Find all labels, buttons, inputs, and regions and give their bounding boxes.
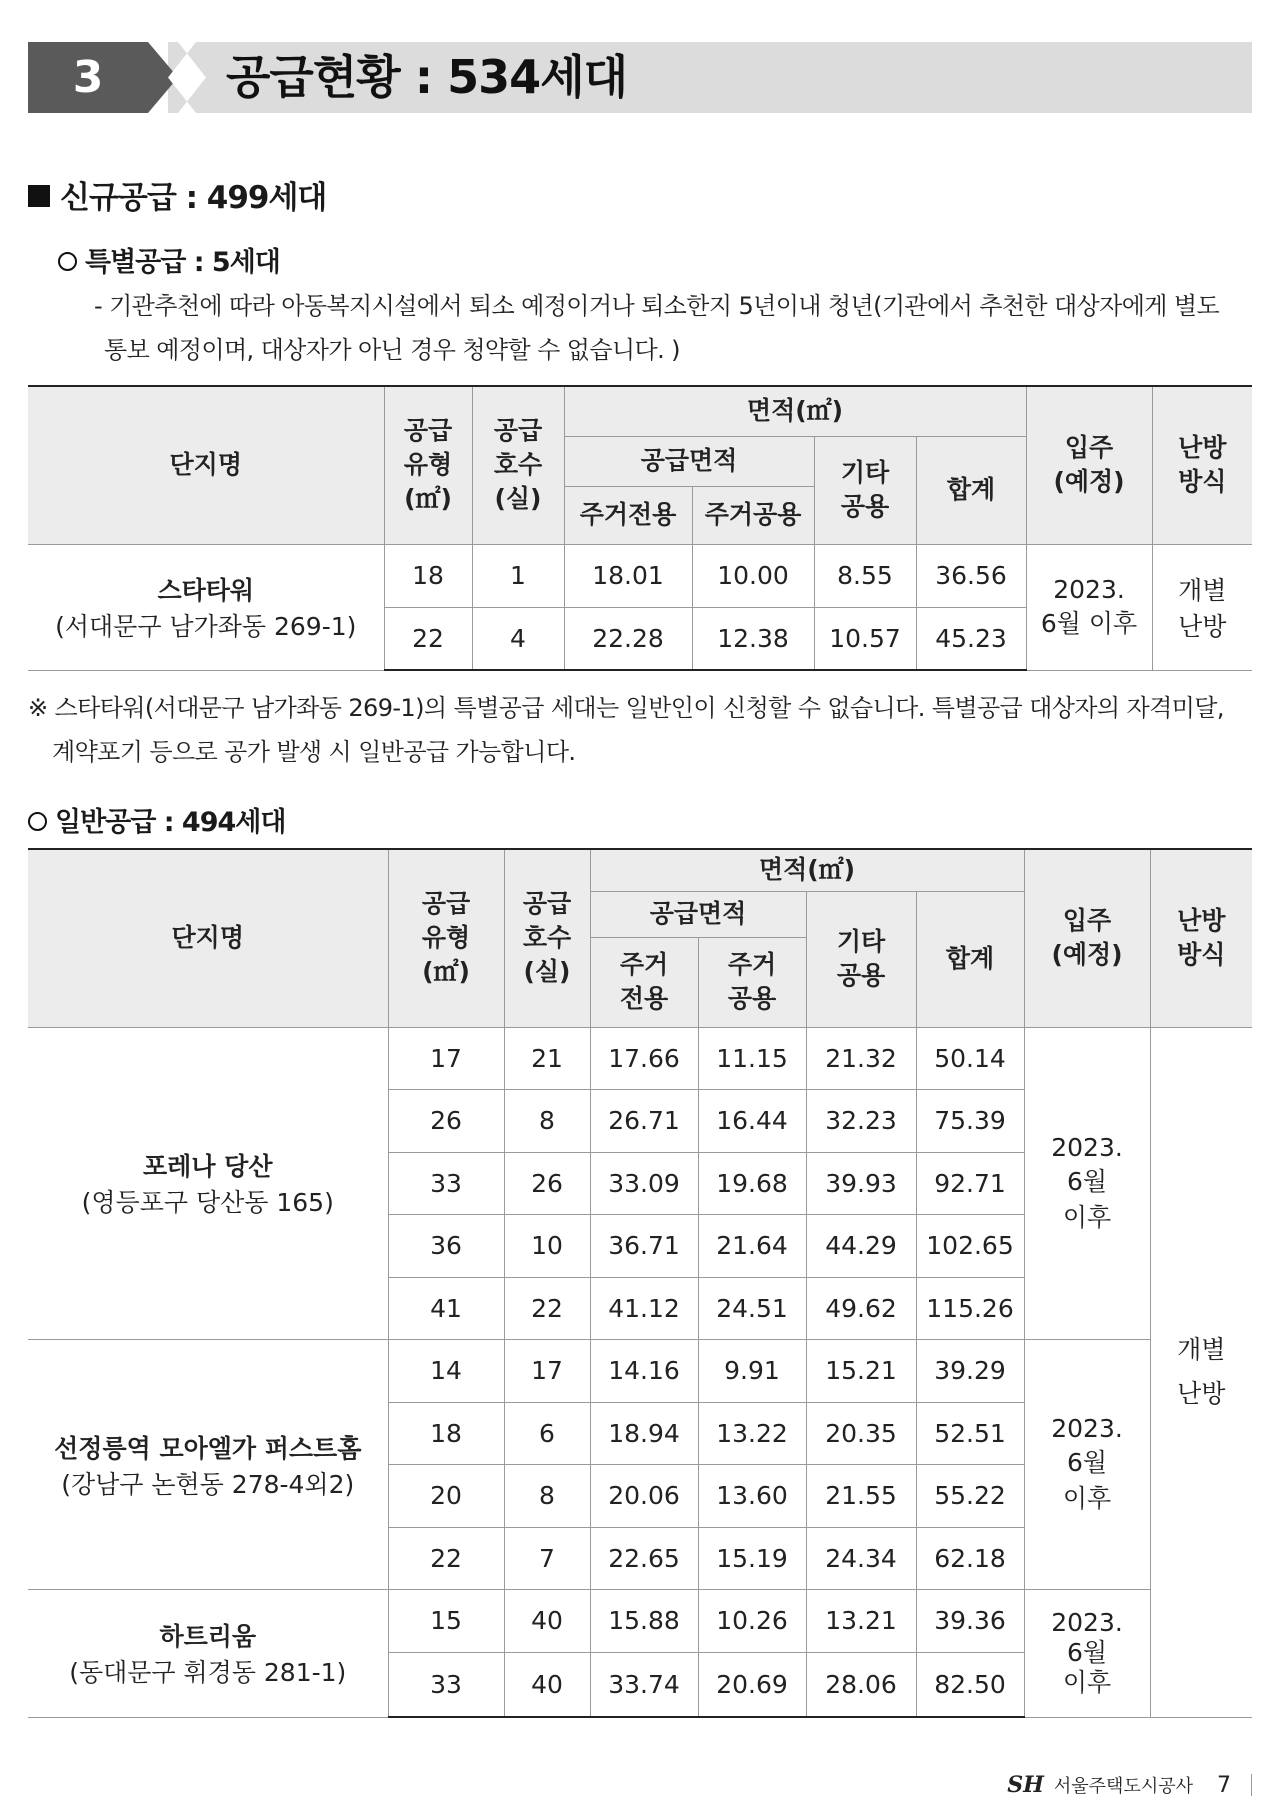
heating-cell: 개별 난방	[1152, 544, 1252, 670]
header-type: 공급 유형 (㎡)	[388, 849, 504, 1027]
movein-cell: 2023. 6월 이후	[1024, 1340, 1150, 1590]
section-number: 3	[72, 52, 104, 103]
table-row: 20 8 20.06 13.60 21.55 55.22	[28, 1465, 1252, 1528]
header-supply-area: 공급면적	[564, 436, 814, 486]
section-header	[28, 42, 1252, 113]
table-row: 36 10 36.71 21.64 44.29 102.65	[28, 1215, 1252, 1278]
table-row: 22 7 22.65 15.19 24.34 62.18	[28, 1527, 1252, 1590]
header-total: 합계	[916, 891, 1024, 1027]
complex-cell: 하트리움 (동대문구 휘경동 281-1)	[28, 1590, 388, 1718]
special-note-line2: 계약포기 등으로 공가 발생 시 일반공급 가능합니다.	[52, 738, 576, 766]
header-other-common: 기타 공용	[814, 436, 916, 544]
special-desc-line2: 통보 예정이며, 대상자가 아닌 경우 청약할 수 없습니다. )	[104, 336, 680, 364]
page-footer	[1007, 1772, 1252, 1798]
header-movein: 입주 (예정)	[1024, 849, 1150, 1027]
circle-bullet-icon	[28, 812, 47, 831]
general-supply-title: 일반공급 : 494세대	[28, 800, 285, 839]
movein-cell: 2023. 6월 이후	[1024, 1027, 1150, 1340]
org-name: 서울주택도시공사	[1053, 1776, 1193, 1797]
movein-cell: 2023. 6월 이후	[1026, 544, 1152, 670]
header-area: 면적(㎡)	[564, 386, 1026, 436]
special-supply-table	[28, 385, 1252, 671]
table-row: 26 8 26.71 16.44 32.23 75.39	[28, 1090, 1252, 1153]
special-desc-line1: - 기관추천에 따라 아동복지시설에서 퇴소 예정이거나 퇴소한지 5년이내 청년(기관에서 추천한 대상자에게 별도	[94, 292, 1220, 320]
header-exclusive: 주거전용	[564, 486, 692, 544]
table-row: 선정릉역 모아엘가 퍼스트홈 (강남구 논현동 278-4외2) 14 17 14.16 9.91 15.21 39.29 2023. 6월 이후	[28, 1340, 1252, 1403]
special-supply-title: 특별공급 : 5세대	[58, 240, 280, 279]
table-row: 스타타워 (서대문구 남가좌동 269-1) 18 1 18.01 10.00 8.55 36.56 2023. 6월 이후 개별 난방	[28, 544, 1252, 607]
heating-cell: 개별 난방	[1150, 1027, 1252, 1717]
circle-bullet-icon	[58, 252, 77, 271]
table-row: 18 6 18.94 13.22 20.35 52.51	[28, 1402, 1252, 1465]
special-note-line1: ※ 스타타워(서대문구 남가좌동 269-1)의 특별공급 세대는 일반인이 신청할 수 없습니다. 특별공급 대상자의 자격미달,	[28, 694, 1224, 722]
section-title: 신규공급 : 499세대	[28, 172, 326, 217]
header-supply-area: 공급면적	[590, 891, 806, 937]
header-other-common: 기타 공용	[806, 891, 916, 1027]
header-heating: 난방 방식	[1152, 386, 1252, 544]
complex-cell: 포레나 당산 (영등포구 당산동 165)	[28, 1027, 388, 1340]
complex-cell: 스타타워 (서대문구 남가좌동 269-1)	[28, 544, 384, 670]
header-common: 주거공용	[692, 486, 814, 544]
header-exclusive: 주거 전용	[590, 937, 698, 1027]
table-row: 포레나 당산 (영등포구 당산동 165) 17 21 17.66 11.15 21.32 50.14 2023. 6월 이후 개별 난방	[28, 1027, 1252, 1090]
table-row: 33 26 33.09 19.68 39.93 92.71	[28, 1152, 1252, 1215]
footer-divider	[1251, 1774, 1252, 1796]
page-title: 공급현황 : 534세대	[226, 50, 628, 104]
header-heating: 난방 방식	[1150, 849, 1252, 1027]
page-number: 7	[1217, 1772, 1231, 1798]
header-type: 공급 유형 (㎡)	[384, 386, 472, 544]
header-movein: 입주 (예정)	[1026, 386, 1152, 544]
header-units: 공급 호수 (실)	[504, 849, 590, 1027]
movein-cell: 2023. 6월 이후	[1024, 1590, 1150, 1718]
sh-logo: SH	[1007, 1772, 1044, 1798]
table-row: 22 4 22.28 12.38 10.57 45.23	[28, 607, 1252, 670]
table-row: 41 22 41.12 24.51 49.62 115.26	[28, 1277, 1252, 1340]
header-common: 주거 공용	[698, 937, 806, 1027]
table-row: 33 40 33.74 20.69 28.06 82.50	[28, 1652, 1252, 1717]
header-area: 면적(㎡)	[590, 849, 1024, 891]
header-total: 합계	[916, 436, 1026, 544]
header-complex: 단지명	[28, 849, 388, 1027]
square-bullet-icon	[28, 185, 50, 207]
header-units: 공급 호수 (실)	[472, 386, 564, 544]
table-row: 하트리움 (동대문구 휘경동 281-1) 15 40 15.88 10.26 13.21 39.36 2023. 6월 이후	[28, 1590, 1252, 1653]
header-complex: 단지명	[28, 386, 384, 544]
general-supply-table	[28, 848, 1252, 1718]
complex-cell: 선정릉역 모아엘가 퍼스트홈 (강남구 논현동 278-4외2)	[28, 1340, 388, 1590]
section-number-badge	[28, 42, 218, 113]
